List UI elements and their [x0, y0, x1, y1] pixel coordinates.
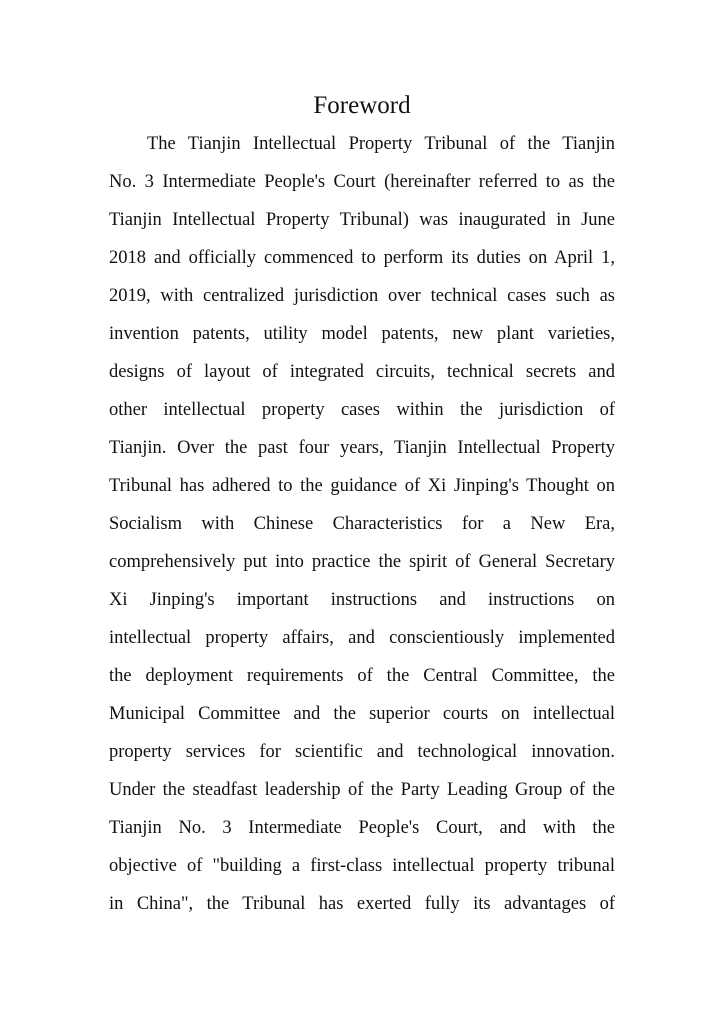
text-line: in China", the Tribunal has exerted fully its advantages of — [109, 894, 615, 914]
text-line: The Tianjin Intellectual Property Tribunal of the Tianjin — [147, 134, 615, 154]
text-line: Tianjin. Over the past four years, Tianjin Intellectual Property — [109, 438, 615, 458]
text-line: other intellectual property cases within the jurisdiction of — [109, 400, 615, 420]
text-line: comprehensively put into practice the spirit of General Secretary — [109, 552, 615, 572]
text-line: 2018 and officially commenced to perform its duties on April 1, — [109, 248, 615, 268]
foreword-paragraph — [109, 125, 615, 923]
text-line: objective of "building a first-class intellectual property tribunal — [109, 856, 615, 876]
text-line: Tianjin No. 3 Intermediate People's Court, and with the — [109, 818, 615, 838]
text-line: the deployment requirements of the Central Committee, the — [109, 666, 615, 686]
text-line: property services for scientific and technological innovation. — [109, 742, 615, 762]
text-line: Xi Jinping's important instructions and instructions on — [109, 590, 615, 610]
text-line: Socialism with Chinese Characteristics for a New Era, — [109, 514, 615, 534]
page-title: Foreword — [313, 92, 411, 119]
text-line: 2019, with centralized jurisdiction over technical cases such as — [109, 286, 615, 306]
text-line: Tribunal has adhered to the guidance of Xi Jinping's Thought on — [109, 476, 615, 496]
text-line: No. 3 Intermediate People's Court (hereinafter referred to as the — [109, 172, 615, 192]
text-line: designs of layout of integrated circuits, technical secrets and — [109, 362, 615, 382]
text-line: Under the steadfast leadership of the Party Leading Group of the — [109, 780, 615, 800]
text-line: Tianjin Intellectual Property Tribunal) was inaugurated in June — [109, 210, 615, 230]
text-line: invention patents, utility model patents, new plant varieties, — [109, 324, 615, 344]
text-line: intellectual property affairs, and conscientiously implemented — [109, 628, 615, 648]
text-line: Municipal Committee and the superior courts on intellectual — [109, 704, 615, 724]
